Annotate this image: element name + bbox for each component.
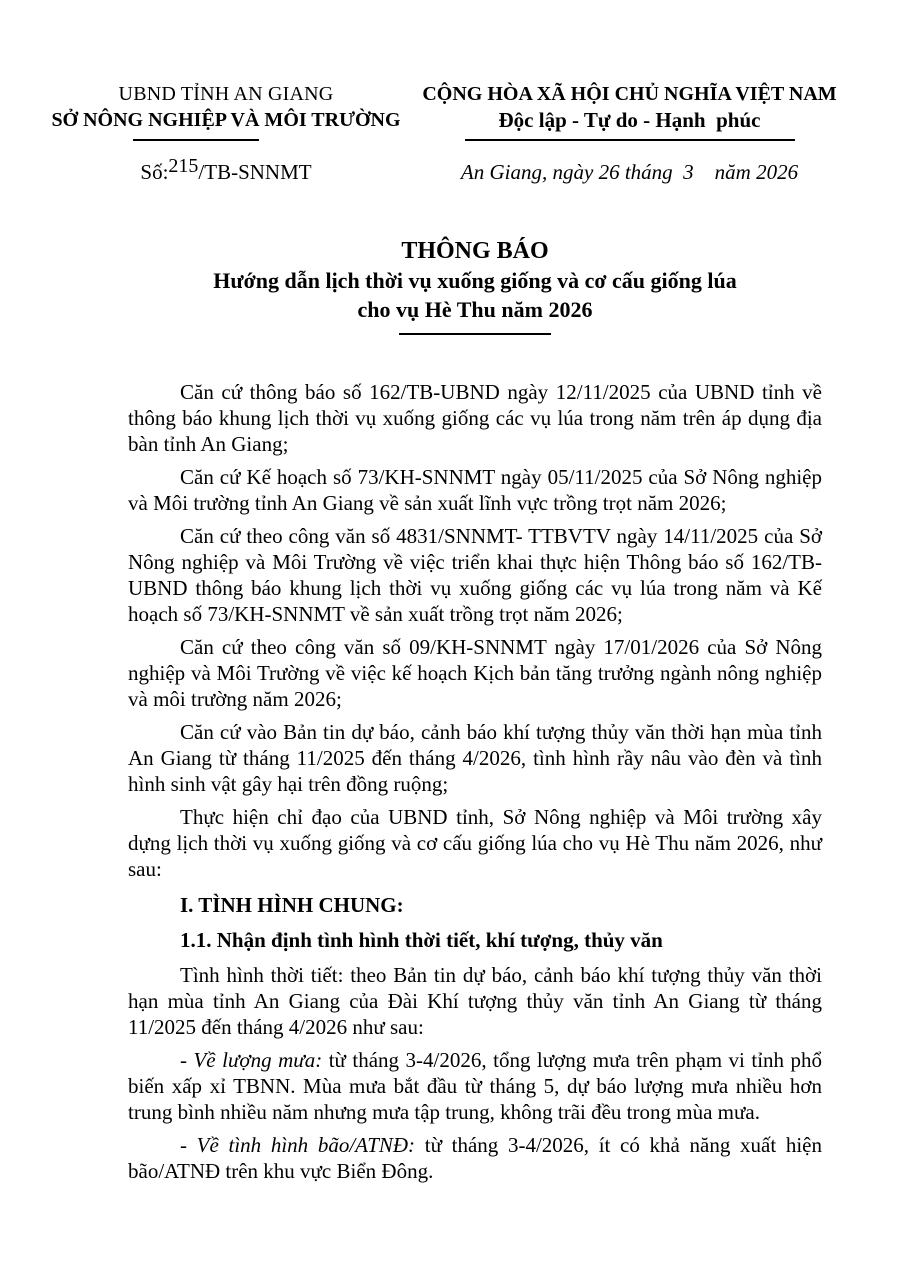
rainfall-lead: - Về lượng mưa: <box>180 1048 323 1072</box>
document-number-suffix: /TB-SNNMT <box>198 160 312 184</box>
subsection-heading-1-1: 1.1. Nhận định tình hình thời tiết, khí tượng, thủy văn <box>180 928 663 952</box>
parent-agency-name: UBND TỈNH AN GIANG <box>118 83 334 105</box>
document-meta-row <box>0 157 905 188</box>
paragraph-legal-basis-5: Căn cứ vào Bản tin dự báo, cảnh báo khí tượng thủy văn thời hạn mùa tỉnh An Giang từ tháng 11/2025 đến tháng 4/2026, tình hình rầy nâu vào đèn và tình hình sinh vật gây hại trên đồng ruộng; <box>128 720 822 796</box>
issuing-agency-name: SỞ NÔNG NGHIỆP VÀ MÔI TRƯỜNG <box>51 109 401 131</box>
agency-underline <box>133 139 259 141</box>
national-title: CỘNG HÒA XÃ HỘI CHỦ NGHĨA VIỆT NAM <box>422 83 837 105</box>
document-subject-line1: Hướng dẫn lịch thời vụ xuống giống và cơ cấu giống lúa <box>213 268 737 293</box>
dateline: An Giang, ngày 26 tháng 3 năm 2026 <box>460 160 799 184</box>
document-number <box>140 155 312 184</box>
dateline-block <box>412 157 847 188</box>
motto-underline <box>465 139 795 141</box>
storm-text: từ tháng 3-4/2026, ít có khả năng xuất hiện bão/ATNĐ trên khu vực Biển Đông. <box>128 1133 822 1183</box>
document-subject-line2: cho vụ Hè Thu năm 2026 <box>357 297 593 322</box>
paragraph-legal-basis-1: Căn cứ thông báo số 162/TB-UBND ngày 12/11/2025 của UBND tỉnh về thông báo khung lịch thời vụ xuống giống các vụ lúa trong năm trên áp dụng địa bàn tỉnh An Giang; <box>128 380 822 456</box>
paragraph-weather-intro: Tình hình thời tiết: theo Bản tin dự báo, cảnh báo khí tượng thủy văn thời hạn mùa tỉnh An Giang của Đài Khí tượng thủy văn tỉnh An Giang từ tháng 11/2025 đến tháng 4/2026 như sau: <box>128 963 822 1039</box>
document-number-block <box>40 157 412 188</box>
paragraph-legal-basis-2: Căn cứ Kế hoạch số 73/KH-SNNMT ngày 05/11/2025 của Sở Nông nghiệp và Môi trường tỉnh An Giang về sản xuất lĩnh vực trồng trọt năm 2026; <box>128 465 822 515</box>
issuing-agency-block <box>40 82 412 141</box>
paragraph-rainfall <box>128 1047 822 1125</box>
section-heading-1: I. TÌNH HÌNH CHUNG: <box>180 893 404 917</box>
document-title-block <box>128 236 822 335</box>
document-type-title: THÔNG BÁO <box>401 238 549 264</box>
paragraph-legal-basis-3: Căn cứ theo công văn số 4831/SNNMT- TTBVTV ngày 14/11/2025 của Sở Nông nghiệp và Môi Trường về việc triển khai thực hiện Thông báo số 162/TB-UBND thông báo khung lịch thời vụ xuống giống các vụ lúa trong năm và Kế hoạch số 73/KH-SNNMT về sản xuất trồng trọt năm 2026; <box>128 524 822 626</box>
document-header <box>0 82 905 141</box>
title-divider-rule <box>399 333 551 335</box>
national-motto-block <box>412 82 847 141</box>
paragraph-legal-basis-4: Căn cứ theo công văn số 09/KH-SNNMT ngày 17/01/2026 của Sở Nông nghiệp và Môi Trường về việc kế hoạch Kịch bản tăng trưởng ngành nông nghiệp và môi trường năm 2026; <box>128 635 822 711</box>
paragraph-directive: Thực hiện chỉ đạo của UBND tỉnh, Sở Nông nghiệp và Môi trường xây dựng lịch thời vụ xuống giống và cơ cấu giống lúa cho vụ Hè Thu năm 2026, như sau: <box>128 805 822 881</box>
document-number-label: Số: <box>140 160 169 184</box>
national-motto: Độc lập - Tự do - Hạnh phúc <box>498 108 761 132</box>
document-body <box>128 379 822 1184</box>
document-number-value: 215 <box>168 155 199 177</box>
paragraph-storm <box>128 1132 822 1184</box>
rainfall-text: từ tháng 3-4/2026, tổng lượng mưa trên phạm vi tỉnh phổ biến xấp xỉ TBNN. Mùa mưa bắt đầu từ tháng 5, dự báo lượng mưa nhiều hơn trung bình nhiều năm nhưng mưa tập trung, không trãi đều trong mùa mưa. <box>128 1048 823 1124</box>
storm-lead: - Về tình hình bão/ATNĐ: <box>180 1133 416 1157</box>
